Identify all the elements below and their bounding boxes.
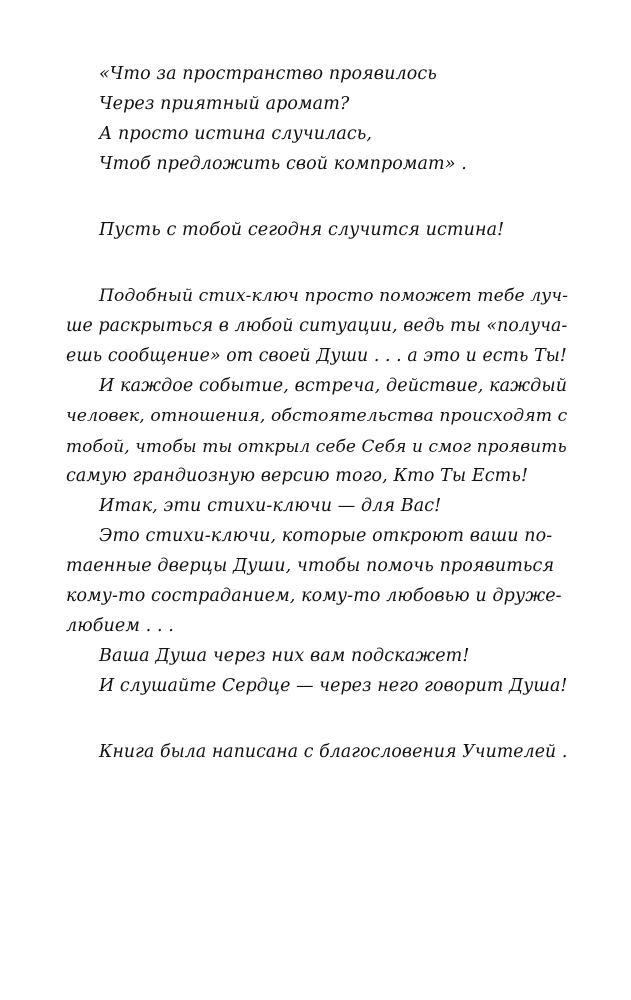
paragraph-1-line-3: ешь сообщение» от своей Души . . . а это и есть Ты! (66, 346, 567, 366)
paragraph-4-line-2: таенные дверцы Души, чтобы помочь проявиться (66, 556, 555, 576)
paragraph-3-line: Итак, эти стихи-ключи — для Вас! (99, 496, 442, 516)
paragraph-2-line-1: И каждое событие, встреча, действие, каждый (99, 376, 568, 396)
paragraph-4-line-3: кому-то состраданием, кому-то любовью и друже- (66, 586, 562, 606)
paragraph-1-line-2: ше раскрыться в любой ситуации, ведь ты «получа- (66, 316, 568, 336)
paragraph-4-line-4: любием . . . (66, 616, 174, 636)
paragraph-1-line-1: Подобный стих-ключ просто поможет тебе луч- (99, 286, 569, 306)
paragraph-4-line-1: Это стихи-ключи, которые откроют ваши по- (99, 526, 553, 546)
paragraph-5-line: Ваша Душа через них вам подскажет! (99, 646, 470, 666)
paragraph-2-line-3: тобой, чтобы ты открыл себе Себя и смог проявить (66, 436, 567, 456)
poem-line-2: Через приятный аромат? (99, 94, 350, 114)
closing-line: Книга была написана с благословения Учителей . (99, 742, 568, 762)
wish-line: Пусть с тобой сегодня случится истина! (99, 220, 505, 240)
paragraph-2-line-2: человек, отношения, обстоятельства происходят с (66, 406, 568, 426)
poem-line-1: «Что за пространство проявилось (99, 64, 437, 84)
paragraph-2-line-4: самую грандиозную версию того, Кто Ты Есть! (66, 466, 529, 486)
poem-line-4: Чтоб предложить свой компромат» . (99, 154, 467, 174)
paragraph-6-line: И слушайте Сердце — через него говорит Душа! (99, 676, 568, 696)
poem-line-3: А просто истина случилась, (99, 124, 373, 144)
